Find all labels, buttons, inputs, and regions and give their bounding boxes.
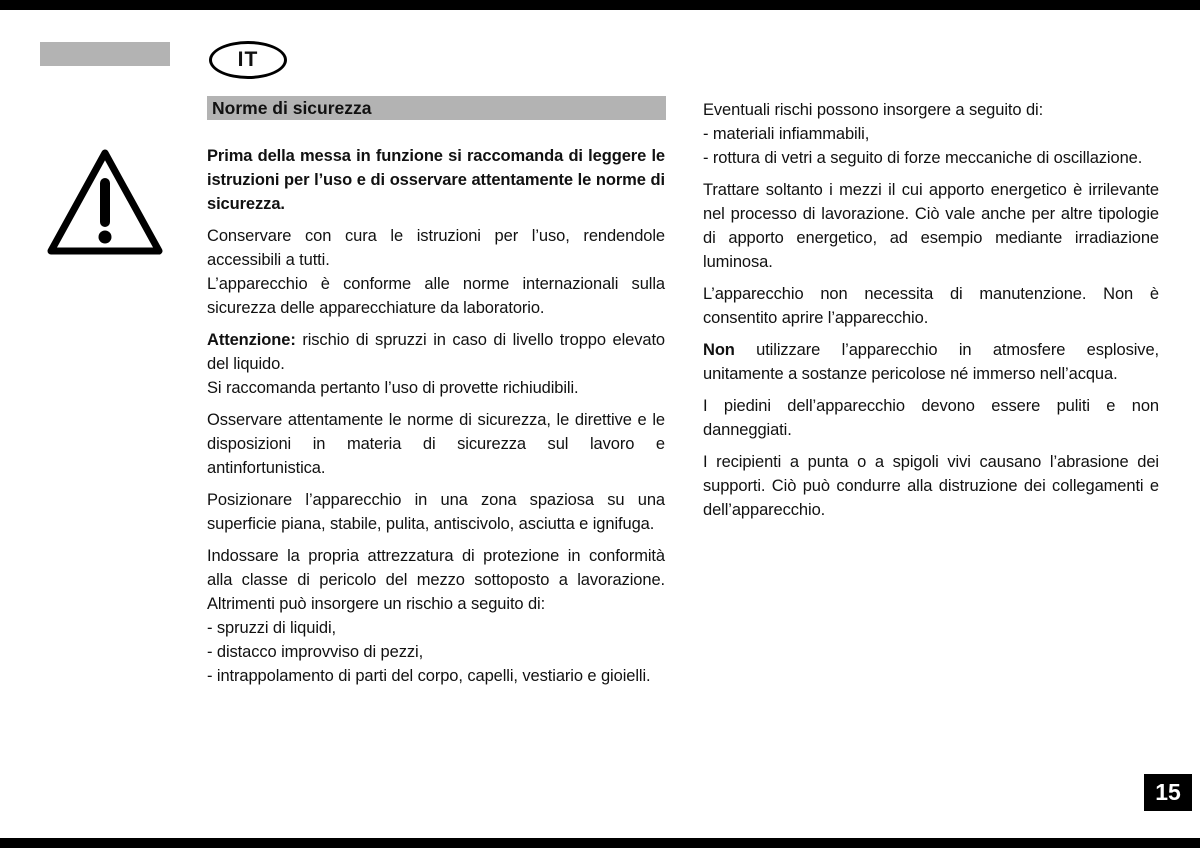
list-item: - materiali infiammabili, bbox=[703, 125, 870, 143]
paragraph-observe-rules: Osservare attentamente le norme di sicurezza, le direttive e le disposizioni in materia di sicurezza sul lavoro e antinfortunistica. bbox=[207, 411, 665, 477]
list-item: - spruzzi di liquidi, bbox=[207, 619, 337, 637]
section-title: Norme di sicurezza bbox=[212, 98, 372, 118]
warning-triangle-icon bbox=[44, 146, 166, 258]
keep-instructions-block bbox=[207, 224, 665, 320]
page-number: 15 bbox=[1155, 779, 1181, 805]
paragraph-risks: Eventuali rischi possono insorgere a seguito di: bbox=[703, 101, 1044, 119]
right-column bbox=[703, 98, 1159, 530]
left-column bbox=[207, 144, 665, 696]
paragraph-maintenance: L’apparecchio non necessita di manutenzione. Non è consentito aprire l’apparecchio. bbox=[703, 285, 1159, 327]
paragraph-placement: Posizionare l’apparecchio in una zona spaziosa su una superficie piana, stabile, pulita, antiscivolo, asciutta e ignifuga. bbox=[207, 491, 665, 533]
section-header bbox=[207, 96, 666, 120]
paragraph-conformity: L’apparecchio è conforme alle norme internazionali sulla sicurezza delle apparecchiature da laboratorio. bbox=[207, 275, 665, 317]
list-item: - intrappolamento di parti del corpo, capelli, vestiario e gioielli. bbox=[207, 667, 651, 685]
risks-block bbox=[703, 98, 1159, 170]
attention-block bbox=[207, 328, 665, 400]
page-number-badge bbox=[1144, 774, 1192, 811]
bottom-border-bar bbox=[0, 838, 1200, 848]
paragraph-energy-input: Trattare soltanto i mezzi il cui apporto energetico è irrilevante nel processo di lavorazione. Ciò vale anche per altre tipologie di apporto energetico, ad esempio mediante irradiazione luminosa. bbox=[703, 181, 1159, 271]
paragraph-protection: Indossare la propria attrezzatura di protezione in conformità alla classe di pericolo del mezzo sottoposto a lavorazione. Altrimenti può insorgere un rischio a seguito di: bbox=[207, 547, 665, 613]
non-paragraph bbox=[703, 338, 1159, 386]
language-badge bbox=[209, 41, 287, 79]
attention-text: rischio di spruzzi in caso di livello troppo elevato del liquido. bbox=[207, 331, 666, 373]
list-item: - distacco improvviso di pezzi, bbox=[207, 643, 424, 661]
attention-paragraph bbox=[207, 328, 665, 376]
paragraph-closable-tubes: Si raccomanda pertanto l’uso di provette richiudibili. bbox=[207, 379, 579, 397]
language-badge-label: IT bbox=[237, 48, 259, 71]
header-gray-tab bbox=[40, 42, 170, 66]
intro-paragraph: Prima della messa in funzione si raccomanda di leggere le istruzioni per l’uso e di osservare attentamente le norme di sicurezza. bbox=[207, 147, 665, 213]
paragraph-keep-instructions: Conservare con cura le istruzioni per l’uso, rendendole accessibili a tutti. bbox=[207, 227, 665, 269]
non-label: Non bbox=[703, 341, 735, 359]
top-border-bar bbox=[0, 0, 1200, 10]
paragraph-containers: I recipienti a punta o a spigoli vivi causano l’abrasione dei supporti. Ciò può condurre alla distruzione dei collegamenti e dell’apparecchio. bbox=[703, 453, 1159, 519]
protection-block bbox=[207, 544, 665, 688]
paragraph-feet: I piedini dell’apparecchio devono essere puliti e non danneggiati. bbox=[703, 397, 1159, 439]
list-item: - rottura di vetri a seguito di forze meccaniche di oscillazione. bbox=[703, 149, 1143, 167]
attention-label: Attenzione: bbox=[207, 331, 296, 349]
non-text: utilizzare l’apparecchio in atmosfere esplosive, unitamente a sostanze pericolose né immerso nell’acqua. bbox=[703, 341, 1159, 383]
